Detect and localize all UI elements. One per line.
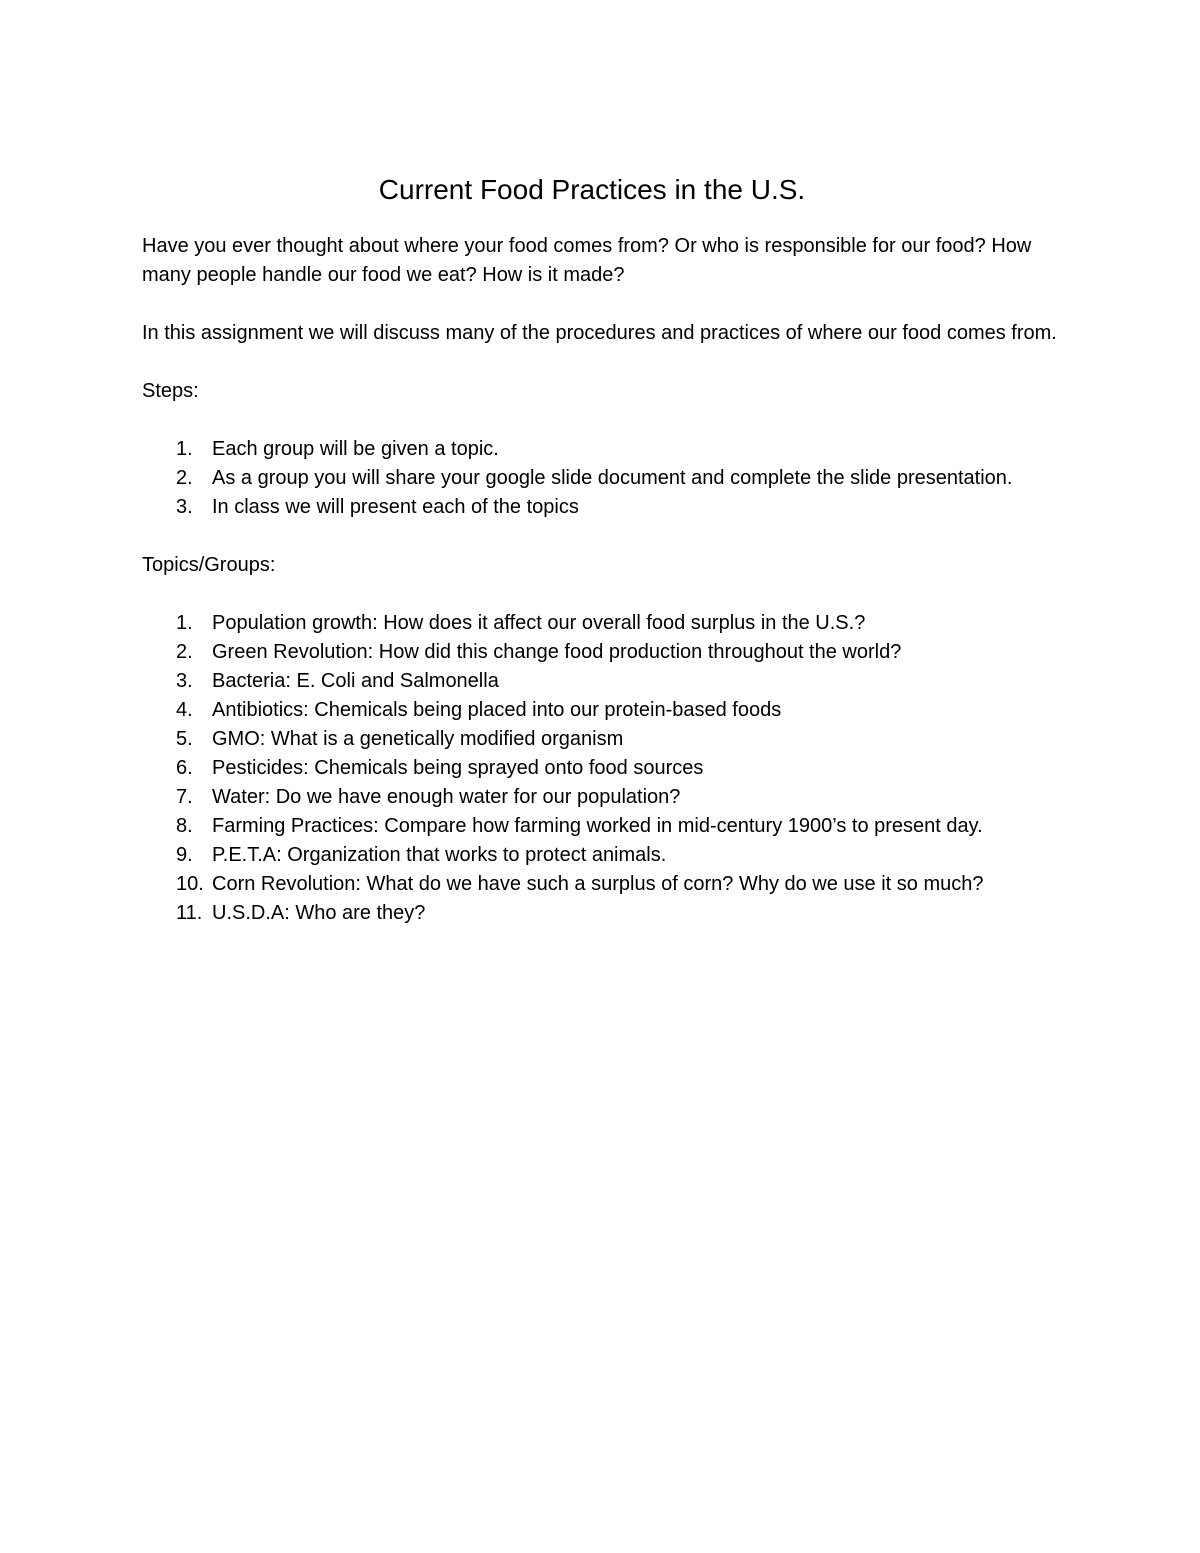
list-item-text: Green Revolution: How did this change food production throughout the world? (212, 641, 902, 663)
list-item (142, 638, 1062, 667)
list-item-text: In class we will present each of the topics (212, 496, 579, 518)
list-item-number: 9. (176, 844, 193, 866)
list-item-number: 4. (176, 699, 193, 721)
topics-heading: Topics/Groups: (142, 554, 276, 576)
list-item (142, 841, 1062, 870)
list-item-number: 6. (176, 757, 193, 779)
list-item (142, 435, 1062, 464)
list-item-number: 2. (176, 467, 193, 489)
list-item-number: 3. (176, 496, 193, 518)
list-item-number: 8. (176, 815, 193, 837)
steps-list (142, 435, 1062, 522)
list-item-text: Pesticides: Chemicals being sprayed onto food sources (212, 757, 704, 779)
intro-paragraph-1: Have you ever thought about where your food comes from? Or who is responsible for our food? How many people handle our food we eat? How is it made? (142, 235, 1032, 286)
list-item-text: Population growth: How does it affect our overall food surplus in the U.S.? (212, 612, 866, 634)
list-item (142, 667, 1062, 696)
list-item-number: 3. (176, 670, 193, 692)
list-item-number: 1. (176, 612, 193, 634)
list-item (142, 464, 1062, 493)
list-item-number: 10. (176, 873, 204, 895)
topics-list (142, 609, 1062, 928)
list-item-number: 2. (176, 641, 193, 663)
list-item-text: Water: Do we have enough water for our population? (212, 786, 681, 808)
list-item (142, 899, 1062, 928)
list-item-number: 5. (176, 728, 193, 750)
list-item (142, 493, 1062, 522)
list-item-text: As a group you will share your google slide document and complete the slide presentation. (212, 467, 1013, 489)
intro-paragraph-2: In this assignment we will discuss many of the procedures and practices of where our food comes from. (142, 322, 1057, 344)
list-item-text: P.E.T.A: Organization that works to protect animals. (212, 844, 667, 866)
list-item (142, 783, 1062, 812)
list-item-text: Antibiotics: Chemicals being placed into our protein-based foods (212, 699, 782, 721)
list-item-number: 7. (176, 786, 193, 808)
list-item-text: Bacteria: E. Coli and Salmonella (212, 670, 499, 692)
list-item (142, 812, 1062, 841)
document-body (142, 170, 1062, 957)
list-item-text: Farming Practices: Compare how farming worked in mid-century 1900’s to present day. (212, 815, 983, 837)
list-item (142, 870, 1062, 899)
document-title: Current Food Practices in the U.S. (378, 174, 806, 205)
list-item (142, 725, 1062, 754)
list-item-text: Each group will be given a topic. (212, 438, 499, 460)
steps-heading: Steps: (142, 380, 199, 402)
list-item-number: 1. (176, 438, 193, 460)
list-item (142, 754, 1062, 783)
list-item-text: GMO: What is a genetically modified organism (212, 728, 624, 750)
list-item (142, 609, 1062, 638)
list-item-number: 11. (176, 902, 203, 924)
list-item (142, 696, 1062, 725)
list-item-text: U.S.D.A: Who are they? (212, 902, 426, 924)
list-item-text: Corn Revolution: What do we have such a surplus of corn? Why do we use it so much? (212, 873, 984, 895)
